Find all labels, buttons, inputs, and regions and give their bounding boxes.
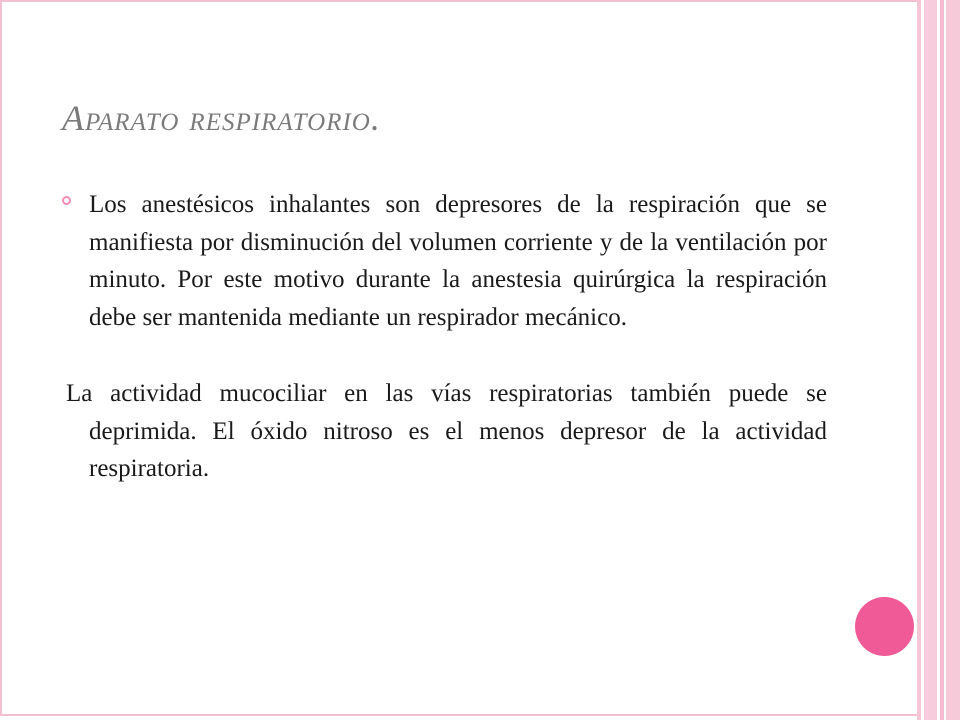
hollow-circle-bullet-icon [62,196,71,205]
slide-content [62,186,827,488]
right-decorative-stripes [917,0,960,720]
stripe [946,0,960,720]
bullet-text: Los anestésicos inhalantes son depresores de la respiración que se manifiesta por disminución del volumen corriente y de la ventilación por minuto. Por este motivo durante la anestesia quirúrgica la respiración debe ser mantenida mediante un respirador mecánico. [89,191,827,331]
pink-circle-icon [855,597,914,656]
bullet-item [62,186,827,336]
paragraph-text: La actividad mucociliar en las vías respiratorias también puede se deprimida. El óxido nitroso es el menos depresor de la actividad respiratoria. [66,380,827,482]
slide-title: Aparato respiratorio. [62,98,381,138]
stripe [924,0,937,720]
